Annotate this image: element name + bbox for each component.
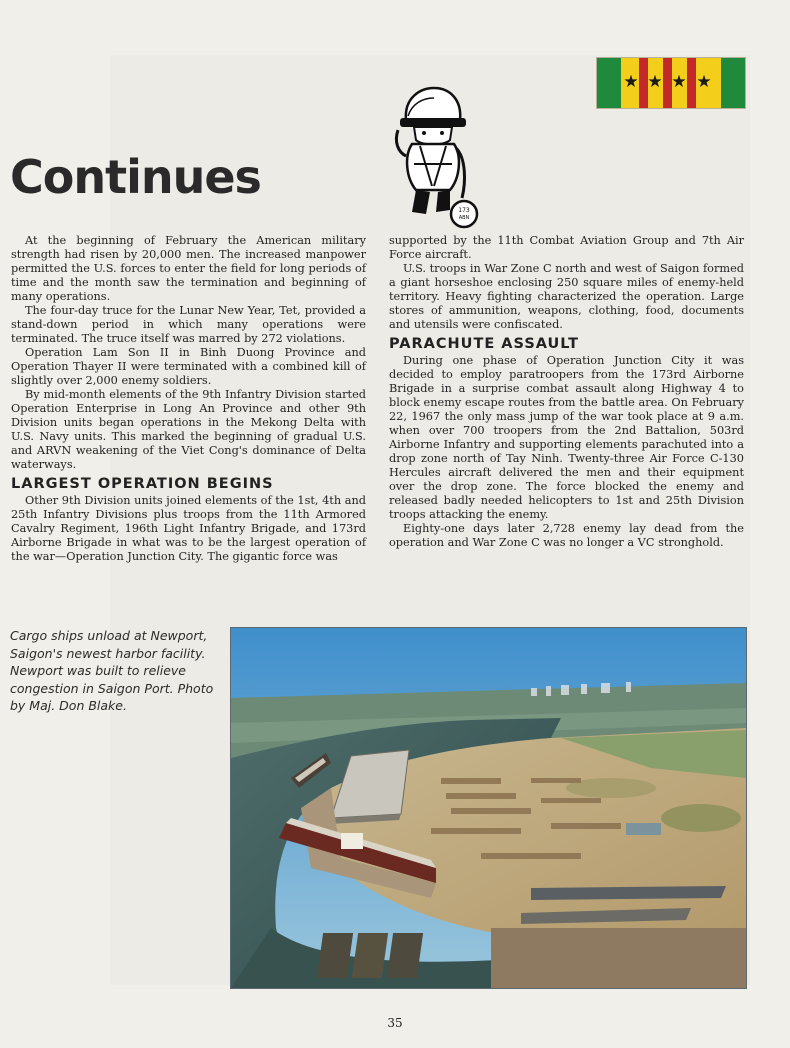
paragraph: supported by the 11th Combat Aviation Group and 7th Air Force aircraft.: [389, 234, 744, 261]
page-number: 35: [387, 1016, 403, 1030]
paragraph: Eighty-one days later 2,728 enemy lay dead from the operation and War Zone C was no longer a VC stronghold.: [389, 522, 744, 549]
svg-text:ABN: ABN: [458, 215, 470, 221]
harbor-photo: [230, 627, 747, 989]
section-heading-parachute-assault: PARACHUTE ASSAULT: [389, 336, 580, 352]
paratrooper-patch-icon: [392, 86, 480, 230]
paragraph: At the beginning of February the American military strength had risen by 20,000 men. The increased manpower permitted the U.S. forces to enter the field for long periods of time and the month saw the termination and beginning of many operations.: [11, 234, 366, 303]
article-column-right: [389, 234, 744, 550]
ribbon-star-icon: ★: [623, 71, 639, 92]
page-title: Continues: [10, 150, 261, 204]
paragraph: During one phase of Operation Junction City it was decided to employ paratroopers from the 173rd Airborne Brigade in a surprise combat assault along Highway 4 to block enemy escape routes from the battle area. On February 22, 1967 the only mass jump of the war took place at 9 a.m. when over 700 troopers from the 2nd Battalion, 503rd Airborne Infantry and supporting elements parachuted into a drop zone north of Tay Ninh. Twenty-three Air Force C-130 Hercules aircraft delivered the men and their equipment over the drop zone. The force blocked the enemy and released badly needed helicopters to 1st and 25th Division troops attacking the enemy.: [389, 354, 744, 521]
vietnam-service-ribbon: [596, 57, 746, 109]
ribbon-star-icon: ★: [696, 71, 712, 92]
section-heading-largest-operation: LARGEST OPERATION BEGINS: [11, 476, 274, 492]
paragraph: By mid-month elements of the 9th Infantry Division started Operation Enterprise in Long An Province and other 9th Division units began operations in the Mekong Delta with U.S. Navy units. This marked the beginning of gradual U.S. and ARVN weakening of the Viet Cong's dominance of Delta waterways.: [11, 388, 366, 471]
svg-text:173: 173: [458, 207, 470, 214]
paragraph: U.S. troops in War Zone C north and west of Saigon formed a giant horseshoe enclosing 250 square miles of enemy-held territory. Heavy fighting characterized the operation. Large stores of ammunition, weapons, clothing, food, documents and utensils were confiscated.: [389, 262, 744, 331]
harbor-photo-illustration: [231, 628, 746, 988]
article-column-left: [11, 234, 366, 564]
paragraph: The four-day truce for the Lunar New Year, Tet, provided a stand-down period in which many operations were terminated. The truce itself was marred by 272 violations.: [11, 304, 366, 345]
photo-caption: Cargo ships unload at Newport, Saigon's newest harbor facility. Newport was built to relieve congestion in Saigon Port. Photo by Maj. Don Blake.: [10, 628, 214, 713]
paragraph: Operation Lam Son II in Binh Duong Province and Operation Thayer II were terminated with a combined kill of slightly over 2,000 enemy soldiers.: [11, 346, 366, 387]
paragraph: Other 9th Division units joined elements of the 1st, 4th and 25th Infantry Divisions plus troops from the 11th Armored Cavalry Regiment, 196th Light Infantry Brigade, and 173rd Airborne Brigade in what was to be the largest operation of the war—Operation Junction City. The gigantic force was: [11, 494, 366, 563]
ribbon-star-icon: ★: [671, 71, 687, 92]
ribbon-star-icon: ★: [647, 71, 663, 92]
